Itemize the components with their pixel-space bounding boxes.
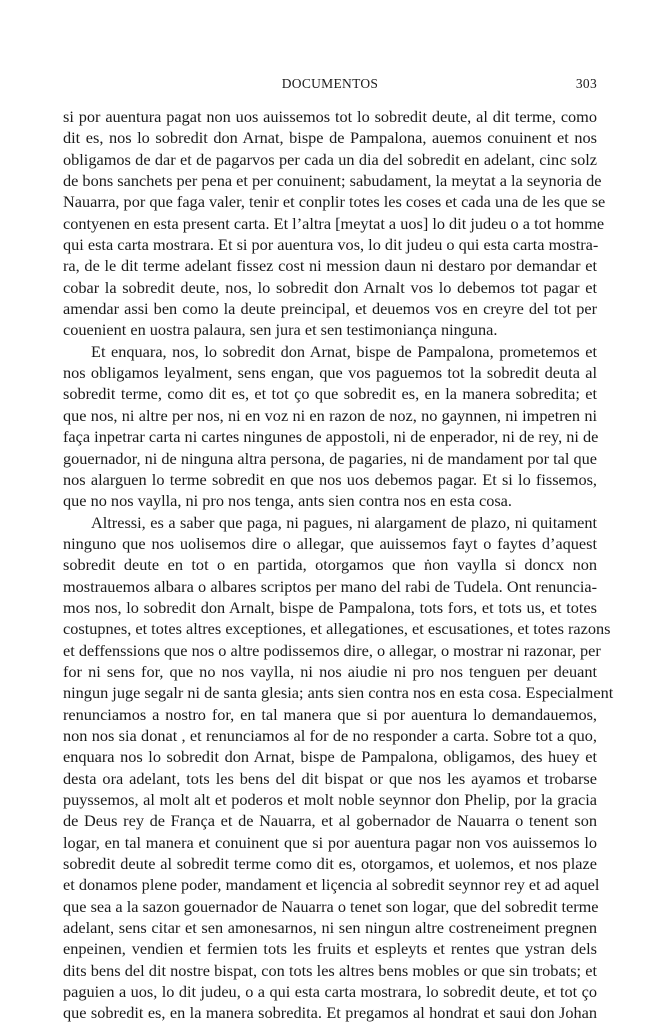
text-line: et deffenssions que nos o altre podissemos dire, o allegar, o mostrar ni razonar, per	[63, 640, 601, 660]
text-line: si por auentura pagat non uos auissemos tot lo sobredit deute, al dit terme, como	[63, 107, 597, 126]
text-line: paguien a uos, lo dit judeu, o a qui esta carta mostrara, lo sobredit deute, et tot ço	[63, 982, 597, 1002]
text-line: sobredit deute al sobredit terme como dit es, otorgamos, et uolemos, et nos plaze	[63, 854, 597, 874]
paragraph-1	[63, 106, 606, 341]
text-line: sobredit deute en tot o en partida, otorgamos que ṅon vaylla si doncx non	[63, 555, 597, 575]
text-line: que nos, ni altre per nos, ni en voz ni en razon de noz, no gaynnen, ni impetren ni	[63, 405, 597, 425]
text-line: que sea a la sazon gouernador de Nauarra o tenet son logar, que del sobredit terme	[63, 896, 599, 916]
text-line: amendar assi ben como la deute preincipal, et deuemos vos en creyre del tot per	[63, 299, 597, 319]
text-line: et donamos plene poder, mandament et liçencia al sobredit seynnor rey et ad aquel	[63, 875, 600, 895]
running-head	[63, 76, 597, 92]
text-line: renunciamos a nostro for, en tal manera que si por auentura lo demandauemos,	[63, 704, 597, 724]
text-line: gouernador, ni de ninguna altra persona, de pagaries, ni de mandament por tal que	[63, 448, 597, 468]
text-line: ningun juge segalr ni de santa glesia; ants sien contra nos en esta cosa. Especialment	[63, 683, 614, 703]
text-line: Altressi, es a saber que paga, ni pagues, ni alargament de plazo, ni quitament	[91, 512, 597, 532]
text-line: obligamos de dar et de pagarvos per cada un dia del sobredit en adelant, cinc solz	[63, 149, 597, 169]
text-line: que sobredit es, en la manera sobredita. Et pregamos al hondrat et saui don Johan	[63, 1003, 597, 1023]
document-body	[63, 106, 614, 1024]
text-line: adelant, sens citar et sen amonesarnos, ni sen ningun altre costreneiment pregnen	[63, 918, 597, 938]
text-line: que no nos vaylla, ni pro nos tenga, ants sien contra nos en esta cosa.	[63, 491, 512, 511]
text-line: mostrauemos albara o albares scriptos per mano del rabi de Tudela. Ont renuncia-	[63, 576, 597, 596]
text-line: de bons sanchets per pena et per conuinent; sabudament, la meytat a la seynoria de	[63, 171, 602, 191]
text-line: cobar la sobredit deute, nos, lo sobredit don Arnalt vos lo debemos tot pagar et	[63, 277, 597, 297]
text-line: sobredit terme, como dit es, et tot ço que sobredit es, en la manera sobredita; et	[63, 384, 597, 404]
page-number: 303	[575, 76, 597, 91]
text-line: de Deus rey de França et de Nauarra, et al gobernador de Nauarra o tenent son	[63, 811, 597, 831]
text-line: logar, en tal manera et conuinent que si por auentura pagar non vos auissemos lo	[63, 832, 597, 852]
text-line: non nos sia donat , et renunciamos al for de no responder a carta. Sobre tot a quo,	[63, 725, 597, 745]
text-line: ra, de le dit terme adelant fissez cost ni mession daun ni destaro por demandar et	[63, 256, 597, 276]
text-line: contyenen en esta present carta. Et l’altra [meytat a uos] lo dit judeu o a tot homme	[63, 213, 605, 233]
text-line: ninguno que nos uolisemos dire o allegar, que auissemos fayt o faytes d’aquest	[63, 533, 597, 553]
text-line: enquara nos lo sobredit don Arnat, bispe de Pampalona, obligamos, des huey et	[63, 747, 597, 767]
text-line: dits bens del dit nostre bispat, con tots les altres bens mobles or que sin trobats; et	[63, 960, 597, 980]
text-line: puyssemos, al molt alt et poderos et molt noble seynnor don Phelip, por la gracia	[63, 790, 597, 809]
text-line: desta ora adelant, tots les bens del dit bispat or que nos les ayamos et trobarse	[63, 768, 597, 788]
text-line: faça inpetrar carta ni cartes ningunes de appostoli, ni de enperador, ni de rey, ni de	[63, 427, 599, 447]
text-line: nos obligamos leyalment, sens engan, que vos paguemos tot la sobredit deuta al	[63, 363, 597, 383]
text-line: mos nos, lo sobredit don Arnalt, bispe de Pampalona, tots fors, et tots us, et totes	[63, 597, 597, 617]
text-line: dit es, nos lo sobredit don Arnat, bispe de Pampalona, auemos conuinent et nos	[63, 128, 597, 148]
text-line: nos alarguen lo terme sobredit en que nos uos debemos pagar. Et si lo fissemos,	[63, 469, 597, 489]
running-title: DOCUMENTOS	[281, 76, 379, 91]
text-line: for ni sens for, que no nos vaylla, ni nos aiudie ni pro nos tenguen per deuant	[63, 661, 597, 681]
text-line: Nauarra, por que faga valer, tenir et conplir totes les coses et cada una de les que se	[63, 192, 606, 212]
paragraph-3	[63, 512, 614, 1024]
document-page	[63, 0, 614, 1023]
text-line: qui esta carta mostrara. Et si por auentura vos, lo dit judeu o qui esta carta mostra-	[63, 235, 599, 255]
text-line: enpeinen, vendien et fermien tots les fruits et espleyts et rentes que ystran dels	[63, 939, 597, 959]
text-line: costupnes, et totes altres exceptiones, et allegationes, et escusationes, et totes razons	[63, 619, 611, 639]
text-line: Et enquara, nos, lo sobredit don Arnat, bispe de Pampalona, prometemos et	[91, 341, 597, 361]
text-line: couenient en uostra palaura, sen jura et sen testimoniança ninguna.	[63, 320, 498, 340]
paragraph-2	[63, 341, 597, 512]
